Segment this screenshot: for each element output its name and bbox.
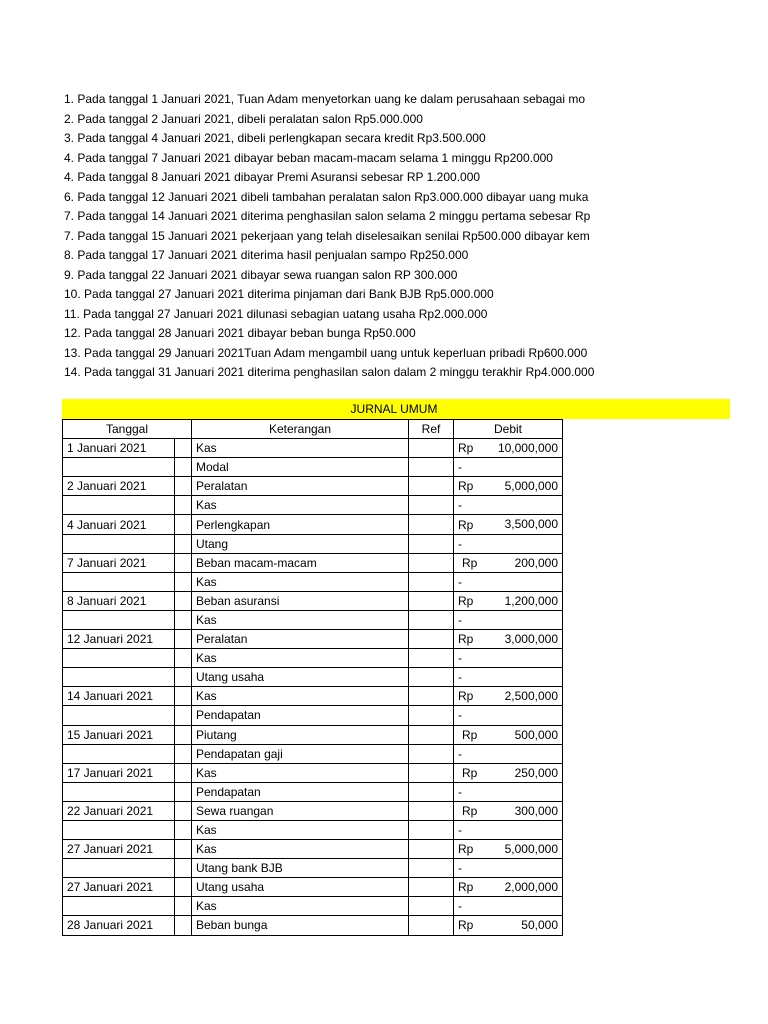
- currency-label: Rp: [458, 880, 474, 895]
- cell-date: 4 Januari 2021: [63, 515, 175, 534]
- cell-ref: [409, 630, 454, 649]
- journal-table: [62, 419, 563, 936]
- cell-debit: [454, 610, 563, 629]
- debit-amount: 3,000,000: [504, 632, 558, 647]
- cell-debit: [454, 477, 563, 496]
- cell-description: Sewa ruangan: [192, 801, 409, 820]
- table-row: [63, 687, 563, 706]
- table-row: [63, 706, 563, 725]
- table-row: [63, 534, 563, 553]
- debit-amount: 10,000,000: [497, 441, 558, 456]
- cell-description: Kas: [192, 649, 409, 668]
- cell-ref: [409, 782, 454, 801]
- cell-description: Piutang: [192, 725, 409, 744]
- cell-blank: [175, 553, 192, 572]
- table-row: [63, 763, 563, 782]
- cell-ref: [409, 649, 454, 668]
- cell-date: 17 Januari 2021: [63, 763, 175, 782]
- currency-label: -: [458, 670, 462, 685]
- cell-date: [63, 706, 175, 725]
- cell-ref: [409, 916, 454, 935]
- transaction-item: 9. Pada tanggal 22 Januari 2021 dibayar sewa ruangan salon RP 300.000: [64, 267, 458, 282]
- cell-ref: [409, 572, 454, 591]
- table-row: [63, 591, 563, 610]
- currency-label: Rp: [458, 479, 474, 494]
- cell-debit: [454, 916, 563, 935]
- cell-debit: [454, 763, 563, 782]
- cell-date: 22 Januari 2021: [63, 801, 175, 820]
- cell-ref: [409, 744, 454, 763]
- cell-debit: [454, 820, 563, 839]
- cell-blank: [175, 878, 192, 897]
- currency-label: Rp: [458, 517, 474, 532]
- cell-description: Kas: [192, 687, 409, 706]
- table-row: [63, 572, 563, 591]
- cell-date: [63, 496, 175, 515]
- cell-date: 8 Januari 2021: [63, 591, 175, 610]
- cell-date: 27 Januari 2021: [63, 840, 175, 859]
- table-row: [63, 820, 563, 839]
- cell-ref: [409, 763, 454, 782]
- transaction-item: 2. Pada tanggal 2 Januari 2021, dibeli peralatan salon Rp5.000.000: [64, 111, 423, 126]
- cell-debit: [454, 801, 563, 820]
- cell-ref: [409, 610, 454, 629]
- currency-label: -: [458, 612, 462, 627]
- journal-title-bar: [62, 399, 730, 419]
- cell-blank: [175, 916, 192, 935]
- header-debit: Debit: [454, 420, 563, 439]
- cell-ref: [409, 820, 454, 839]
- cell-blank: [175, 572, 192, 591]
- cell-ref: [409, 591, 454, 610]
- cell-debit: [454, 782, 563, 801]
- debit-amount: 2,000,000: [504, 880, 558, 895]
- journal-header-row: [63, 420, 563, 439]
- table-row: [63, 916, 563, 935]
- cell-ref: [409, 801, 454, 820]
- transaction-item: 11. Pada tanggal 27 Januari 2021 dilunasi sebagian uatang usaha Rp2.000.000: [64, 306, 488, 321]
- cell-debit: [454, 859, 563, 878]
- cell-description: Beban bunga: [192, 916, 409, 935]
- cell-debit: [454, 897, 563, 916]
- table-row: [63, 477, 563, 496]
- table-row: [63, 668, 563, 687]
- cell-debit: [454, 591, 563, 610]
- cell-date: [63, 668, 175, 687]
- header-ref: Ref: [409, 420, 454, 439]
- currency-label: -: [458, 536, 462, 551]
- cell-blank: [175, 534, 192, 553]
- debit-amount: 5,000,000: [504, 479, 558, 494]
- cell-description: Kas: [192, 820, 409, 839]
- cell-ref: [409, 534, 454, 553]
- cell-description: Kas: [192, 610, 409, 629]
- header-keterangan: Keterangan: [192, 420, 409, 439]
- cell-date: [63, 610, 175, 629]
- cell-blank: [175, 820, 192, 839]
- cell-blank: [175, 897, 192, 916]
- cell-debit: [454, 878, 563, 897]
- table-row: [63, 496, 563, 515]
- cell-description: Modal: [192, 458, 409, 477]
- debit-amount: 300,000: [514, 803, 558, 818]
- cell-debit: [454, 553, 563, 572]
- currency-label: -: [458, 784, 462, 799]
- cell-description: Utang: [192, 534, 409, 553]
- cell-description: Pendapatan: [192, 782, 409, 801]
- cell-date: 15 Januari 2021: [63, 725, 175, 744]
- cell-debit: [454, 687, 563, 706]
- cell-debit: [454, 534, 563, 553]
- table-row: [63, 859, 563, 878]
- cell-blank: [175, 477, 192, 496]
- cell-blank: [175, 706, 192, 725]
- table-row: [63, 878, 563, 897]
- debit-amount: 500,000: [514, 727, 558, 742]
- table-row: [63, 801, 563, 820]
- cell-ref: [409, 439, 454, 458]
- cell-date: [63, 820, 175, 839]
- cell-blank: [175, 687, 192, 706]
- table-row: [63, 649, 563, 668]
- cell-blank: [175, 725, 192, 744]
- cell-blank: [175, 668, 192, 687]
- table-row: [63, 610, 563, 629]
- cell-date: 27 Januari 2021: [63, 878, 175, 897]
- cell-date: [63, 649, 175, 668]
- cell-date: 2 Januari 2021: [63, 477, 175, 496]
- cell-ref: [409, 687, 454, 706]
- cell-description: Kas: [192, 763, 409, 782]
- cell-blank: [175, 515, 192, 534]
- header-tanggal: Tanggal: [63, 420, 192, 439]
- cell-description: Utang bank BJB: [192, 859, 409, 878]
- cell-date: 1 Januari 2021: [63, 439, 175, 458]
- cell-description: Kas: [192, 840, 409, 859]
- currency-label: Rp: [458, 689, 474, 704]
- cell-debit: [454, 725, 563, 744]
- journal-body: [63, 439, 563, 935]
- currency-label: Rp: [462, 555, 478, 570]
- transaction-item: 3. Pada tanggal 4 Januari 2021, dibeli perlengkapan secara kredit Rp3.500.000: [64, 131, 486, 145]
- currency-label: -: [458, 823, 462, 838]
- currency-label: -: [458, 708, 462, 723]
- currency-label: Rp: [458, 632, 474, 647]
- cell-blank: [175, 496, 192, 515]
- cell-blank: [175, 744, 192, 763]
- currency-label: Rp: [462, 727, 478, 742]
- table-row: [63, 515, 563, 534]
- table-row: [63, 439, 563, 458]
- cell-debit: [454, 706, 563, 725]
- cell-ref: [409, 496, 454, 515]
- currency-label: -: [458, 498, 462, 513]
- table-row: [63, 725, 563, 744]
- currency-label: Rp: [458, 842, 474, 857]
- debit-amount: 5,000,000: [504, 842, 558, 857]
- table-row: [63, 630, 563, 649]
- cell-blank: [175, 801, 192, 820]
- cell-debit: [454, 668, 563, 687]
- currency-label: -: [458, 861, 462, 876]
- table-row: [63, 458, 563, 477]
- debit-amount: 3,500,000: [504, 517, 558, 532]
- cell-debit: [454, 496, 563, 515]
- cell-description: Kas: [192, 572, 409, 591]
- cell-date: [63, 458, 175, 477]
- debit-amount: 2,500,000: [504, 689, 558, 704]
- cell-description: Utang usaha: [192, 878, 409, 897]
- currency-label: -: [458, 746, 462, 761]
- cell-blank: [175, 840, 192, 859]
- cell-description: Kas: [192, 439, 409, 458]
- cell-description: Peralatan: [192, 630, 409, 649]
- cell-debit: [454, 630, 563, 649]
- cell-description: Perlengkapan: [192, 515, 409, 534]
- cell-date: 14 Januari 2021: [63, 687, 175, 706]
- cell-blank: [175, 591, 192, 610]
- cell-ref: [409, 878, 454, 897]
- cell-description: Peralatan: [192, 477, 409, 496]
- debit-amount: 250,000: [514, 765, 558, 780]
- cell-blank: [175, 439, 192, 458]
- cell-blank: [175, 782, 192, 801]
- cell-blank: [175, 763, 192, 782]
- cell-debit: [454, 439, 563, 458]
- transaction-item: 14. Pada tanggal 31 Januari 2021 diterima penghasilan salon dalam 2 minggu terakhir Rp4.000.000: [64, 365, 595, 379]
- transaction-item: 6. Pada tanggal 12 Januari 2021 dibeli tambahan peralatan salon Rp3.000.000 dibayar uang muka: [64, 189, 589, 204]
- currency-label: Rp: [462, 803, 478, 818]
- cell-ref: [409, 725, 454, 744]
- cell-date: 28 Januari 2021: [63, 916, 175, 935]
- cell-date: 12 Januari 2021: [63, 630, 175, 649]
- cell-ref: [409, 553, 454, 572]
- cell-date: [63, 534, 175, 553]
- cell-debit: [454, 515, 563, 534]
- cell-ref: [409, 458, 454, 477]
- cell-debit: [454, 458, 563, 477]
- cell-ref: [409, 515, 454, 534]
- currency-label: Rp: [462, 765, 478, 780]
- transaction-item: 10. Pada tanggal 27 Januari 2021 diterima pinjaman dari Bank BJB Rp5.000.000: [64, 287, 494, 301]
- journal-title: JURNAL UMUM: [350, 402, 438, 416]
- cell-date: 7 Januari 2021: [63, 553, 175, 572]
- cell-description: Kas: [192, 897, 409, 916]
- transaction-item: 1. Pada tanggal 1 Januari 2021, Tuan Adam menyetorkan uang ke dalam perusahaan sebagai mo: [64, 92, 586, 106]
- transaction-item: 4. Pada tanggal 8 Januari 2021 dibayar Premi Asuransi sebesar RP 1.200.000: [64, 170, 481, 184]
- cell-debit: [454, 840, 563, 859]
- cell-ref: [409, 668, 454, 687]
- currency-label: Rp: [458, 918, 474, 933]
- cell-description: Pendapatan: [192, 706, 409, 725]
- transaction-item: 13. Pada tanggal 29 Januari 2021Tuan Adam mengambil uang untuk keperluan pribadi Rp600.000: [64, 345, 588, 360]
- cell-date: [63, 859, 175, 878]
- cell-ref: [409, 897, 454, 916]
- cell-description: Kas: [192, 496, 409, 515]
- cell-description: Beban macam-macam: [192, 553, 409, 572]
- currency-label: Rp: [458, 441, 474, 456]
- transaction-item: 4. Pada tanggal 7 Januari 2021 dibayar beban macam-macam selama 1 minggu Rp200.000: [64, 150, 553, 165]
- table-row: [63, 840, 563, 859]
- table-row: [63, 782, 563, 801]
- table-row: [63, 897, 563, 916]
- cell-debit: [454, 649, 563, 668]
- currency-label: -: [458, 651, 462, 666]
- table-row: [63, 744, 563, 763]
- debit-amount: 200,000: [514, 555, 558, 570]
- currency-label: Rp: [458, 593, 474, 608]
- currency-label: -: [458, 899, 462, 914]
- cell-blank: [175, 859, 192, 878]
- cell-ref: [409, 477, 454, 496]
- cell-blank: [175, 649, 192, 668]
- cell-date: [63, 572, 175, 591]
- cell-description: Pendapatan gaji: [192, 744, 409, 763]
- cell-debit: [454, 572, 563, 591]
- cell-description: Beban asuransi: [192, 591, 409, 610]
- cell-date: [63, 897, 175, 916]
- transaction-item: 12. Pada tanggal 28 Januari 2021 dibayar beban bunga Rp50.000: [64, 326, 416, 340]
- cell-date: [63, 744, 175, 763]
- transaction-item: 8. Pada tanggal 17 Januari 2021 diterima hasil penjualan sampo Rp250.000: [64, 248, 469, 262]
- transaction-item: 7. Pada tanggal 14 Januari 2021 diterima penghasilan salon selama 2 minggu pertama sebesar Rp: [64, 209, 591, 223]
- cell-date: [63, 782, 175, 801]
- transaction-item: 7. Pada tanggal 15 Januari 2021 pekerjaan yang telah diselesaikan senilai Rp500.000 dibayar kem: [64, 228, 590, 243]
- cell-blank: [175, 630, 192, 649]
- transaction-list: [64, 90, 606, 383]
- cell-ref: [409, 840, 454, 859]
- currency-label: -: [458, 460, 462, 475]
- cell-ref: [409, 706, 454, 725]
- debit-amount: 1,200,000: [504, 593, 558, 608]
- cell-debit: [454, 744, 563, 763]
- debit-amount: 50,000: [521, 918, 558, 933]
- cell-ref: [409, 859, 454, 878]
- table-row: [63, 553, 563, 572]
- cell-blank: [175, 610, 192, 629]
- cell-description: Utang usaha: [192, 668, 409, 687]
- currency-label: -: [458, 574, 462, 589]
- cell-blank: [175, 458, 192, 477]
